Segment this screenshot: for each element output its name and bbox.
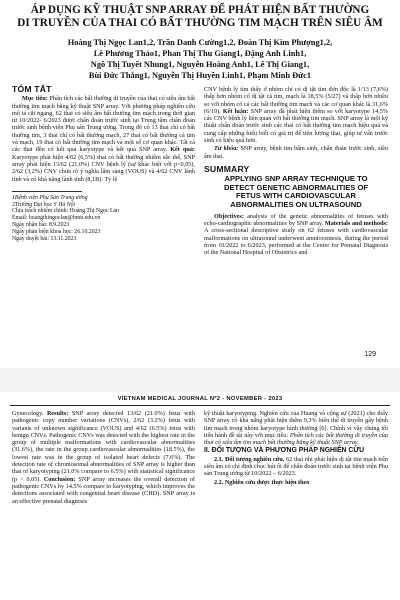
abstract-paragraph [12,95,195,183]
intro-paragraph [204,410,388,446]
gynecology-text: Gynecology. [12,410,47,417]
objectives-text: analysis of the genetic abnormalities of fetuses with echo-cardiographic abnormalities by SNP array. [204,212,388,227]
section-2-heading: II. ĐỐI TƯỢNG VÀ PHƯƠNG PHÁP NGHIÊN CỨU [204,447,365,455]
keywords-text: SNP array, bệnh tim bẩm sinh, chẩn đoán trước sinh, siêu âm thai. [204,145,389,160]
summary-heading: SUMMARY [204,163,250,174]
results-label-en: Results: [46,410,69,417]
author-list [10,37,390,81]
corresponding-author: Chịu trách nhiệm chính: Hoàng Thị Ngọc Lan [12,208,119,215]
title-line-2: DI TRUYỀN CỦA THAI CÓ BẤT THƯỜNG TIM MẠCH TRÊN SIÊU ÂM [17,17,383,29]
english-title-line: APPLYING SNP ARRAY TECHNIQUE TO [224,174,368,184]
results-label: Kết quả: [170,146,195,154]
footnotes [12,195,195,243]
keywords-label: Từ khóa: [214,145,239,153]
english-title-line: DETECT GENETIC ABNORMALITIES OF [224,182,368,192]
page-130 [0,392,400,600]
methods-label: Materials and methods: [324,219,388,227]
received-date: Ngày nhận bài: 8.9.2023 [12,222,70,229]
author-line: Hoàng Thị Ngọc Lan1,2, Trần Danh Cường1,2, Đoàn Thị Kim Phượng1,2, [67,38,333,47]
english-title-line: FETUS WITH CARDIOVASCULAR [235,191,357,201]
results-text-en: SNP array detected 13/62 (21.0%) fetus with pathogenic copy number variations (CNVs), 2/62 (3.2%) fetus with variants of unknown significance (VOUS) and 4/62 (6.5%) fetus with benign CNVs. Pathogenic CNVs was detected with the highest rate in the group of multiple malformations with cardiovascular abnormalities (31.6%), the rate in the group cardiovascular abnormalities (18.5%), the lowest rate was in the group of isolated heart defects (7.6%). The detection rate of chromosomal abnormalities of SNP array is higher than that of karyotyping (21.0% compare to 6.5%) with statistical significance (p < 0.05). [12,410,195,483]
conclusion-text: SNP array đã phát hiện thêm so với karyotype 14,5% các CNV bệnh lý liên quan với bất thường tim mạch. SNP array là một kỹ thuật chẩn đoán trước sinh các thai có bất thường tim mạch hiệu quả và cung cấp những hiểu biết có giá trị để tiên lượng thai, giúp tư vấn trước sinh có hiệu quả hơn. [204,107,388,145]
methods-text: A cross-sectional descriptive study on 62 fetuses with cardiovascular malformations on ultrasound underwent amniocentesis, during the period from 10/2022 to 6/2023, performed at the Center for Prenatal Diagnosis of the National Hospital of Obstetrics and [204,227,388,257]
summary-results-paragraph [12,410,195,505]
email: Email: hoangthingoclan@hmu.edu.vn [12,215,101,222]
objective-text: Phân tích các bất thường di truyền của thai có siêu âm bất thường tim mạch bằng kỹ thuật SNP array. Với phương pháp nghiên cứu mô tả cắt ngang, 62 thai có siêu âm bất thường tim mạch trong thời gian từ 10/2022- 6/2023 được chẩn đoán trước sinh tại Trung tâm chẩn đoán trước sinh bệnh viện Phụ sản Trung ương. Trong đó có 13 thai chỉ có bất thường tim, 3 thai chỉ có bất thường mạch, 27 thai có bất thường cả tim và mạch, 19 thai có bất thường tim mạch và một số cơ quan khác. Tất cả các thai đều có kết quả karyotype và kết quả SNP array. [12,95,195,154]
page2-right-column [204,410,388,487]
abstract-heading: TÓM TẮT [12,84,52,94]
objectives-label: Objectives: [214,212,244,220]
title-line-1: ÁP DỤNG KỸ THUẬT SNP ARRAY ĐỂ PHÁT HIỆN BẤT THƯỜNG [30,4,370,16]
subsection-2-2-heading: 2.2. Nghiên cứu được thực hiện theo [214,478,310,486]
page-number: 129 [364,351,376,358]
study-objective: Phân tích các bất thường di truyền của thai có siêu âm tim mạch bất thường bằng kỹ thuật SNP array. [204,431,388,447]
right-column [204,86,388,257]
method-paragraph [204,479,388,486]
page2-left-column [12,410,195,506]
page-gap [0,368,400,392]
footnote-divider [12,191,82,192]
results-text: Karyotype phát hiện 4/62 (6,5%) thai có bất thường nhiễm sắc thể, SNP array phát hiện 13/62 (21,0%) CNV bệnh lý (sự khác biệt với p<0,05), 2/62 (3,2%) CNV chưa rõ ý nghĩa lâm sàng (VOUS) và 4/62 CNV lành tính và có khả năng lành tính (8,1B). Tỷ lệ [12,153,195,183]
subsection-2-1-text: 62 thai nhi phát hiện dị tật tim mạch trên siêu âm có chỉ định chọc hút ối để chẩn đoán trước sinh tại bệnh viện Phụ sản Trung ương từ 10/2022 – 6/2023. [204,455,388,478]
author-line: Bùi Đức Thắng1, Nguyễn Thị Huyền Linh1, Phạm Minh Đức1 [88,71,312,80]
affiliation-1: 1Bệnh viện Phụ Sản Trung ương [12,194,88,201]
summary-paragraph [204,213,388,257]
paper-title [10,4,390,30]
review-date: Ngày phản biện khoa học: 26.10.2023 [12,228,101,235]
conclusion-label: Kết luận: [222,107,249,115]
conclusion-text-en: SNP array increases the overall detection of pathogenic CNVs by 14.5% compare to karyotyping, which improves the detections associated with congenital heart disease (CHD). SNP array is an effective prenatal diagnosis [12,475,195,505]
keywords-paragraph [204,145,388,160]
objective-label: Mục tiêu: [22,95,48,103]
author-line: Lê Phương Thảo1, Phan Thị Thu Giang1, Đặng Anh Linh1, [93,49,307,58]
running-head: VIETNAM MEDICAL JOURNAL Nº2 - NOVEMBER - 2023 [10,396,390,406]
subsection-2-1-heading: 2.1. Đối tượng nghiên cứu. [214,455,285,463]
cnv-rate-text: CNV bệnh lý tìm thấy ở nhóm chỉ có dị tật tim đơn độc là 1/13 (7,6%) thấp hơn nhóm có dị tật cả tim, mạch là 18,5% (5/27) và thấp hơn nhiều so với nhóm có cả các bất thường tim mạch và các cơ quan khác là 31,6% (6/19). [204,86,388,115]
affiliation-2: 2Trường Đại học Y Hà Nội [12,201,76,208]
author-line: Ngô Thị Tuyết Nhung1, Nguyễn Hoàng Anh1, Lê Thị Giang1, [90,60,310,69]
accepted-date: Ngày duyệt bài: 13.11.2023 [12,235,77,242]
intro-text: kỹ thuật karyotyping. Nghiên cứu của Huang và cộng sự (2021) cho thấy SNP array có khả năng phát hiện thêm 9,3% biến thể di truyền gây bệnh tim mạch trong nhóm karyotype bình thường [6]. Chính vì vậy chúng tôi tiến hành đề tài này với mục tiêu: [204,410,388,439]
conclusion-label-en: Conclusion: [43,475,76,483]
subjects-paragraph [204,456,388,478]
english-title-line: ABNORMALITIES ON ULTRASOUND [230,200,362,210]
abstract-continuation [204,86,388,144]
english-title [204,175,388,209]
left-column [12,86,195,242]
